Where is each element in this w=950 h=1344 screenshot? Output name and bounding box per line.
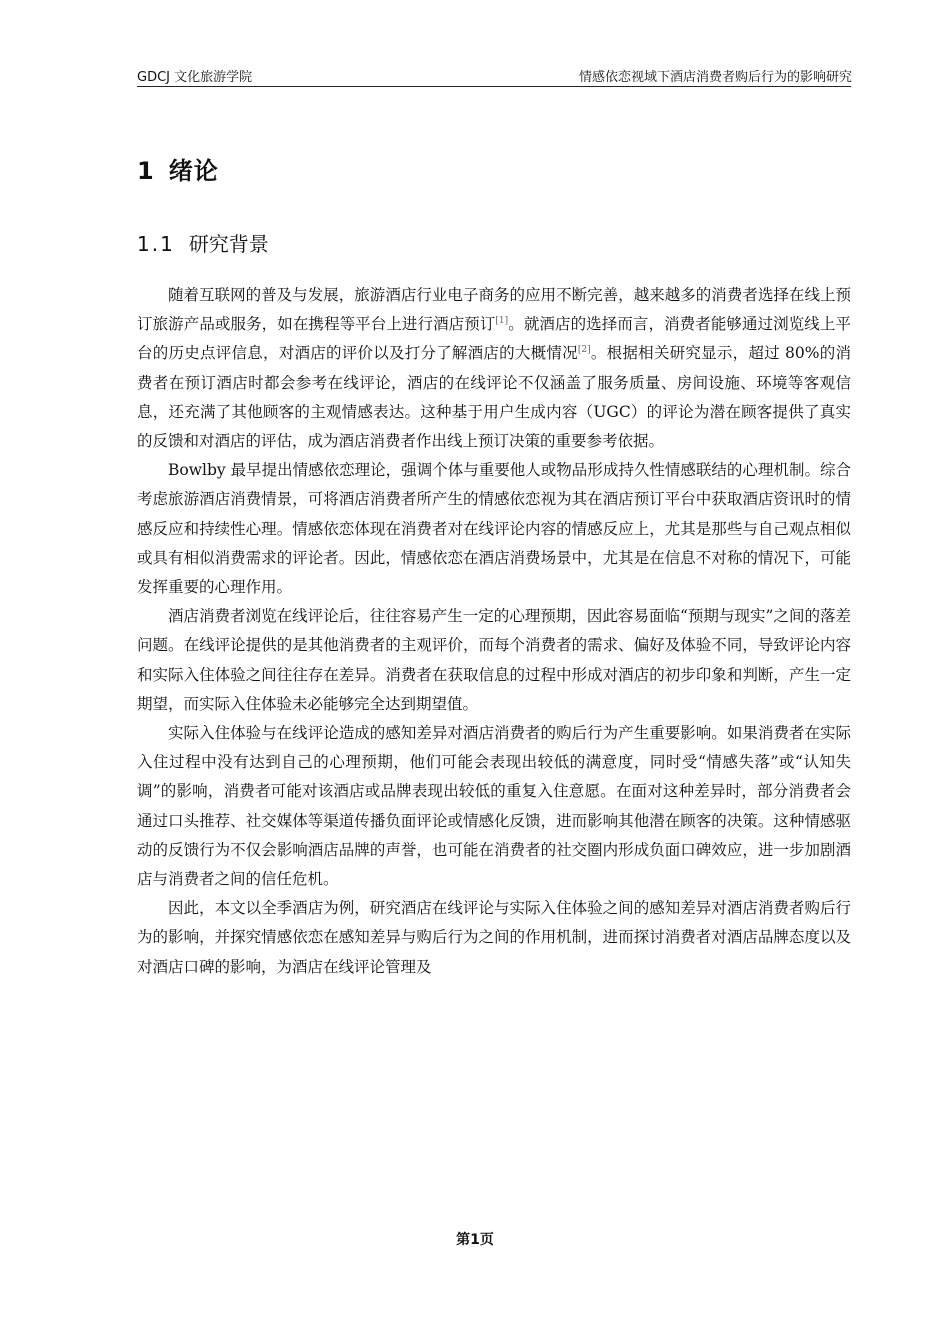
header-school: GDCJ 文化旅游学院: [137, 70, 253, 85]
body-text: [137, 281, 851, 982]
paragraph-1: [137, 281, 851, 456]
paragraph-1-part-a: 随着互联网的普及与发展，旅游酒店行业电子商务的应用不断完善，越来越多的消费者选择在线上预订旅游产品或服务，如在携程等平台上进行酒店预订: [137, 286, 851, 334]
chapter-number: 1: [137, 157, 155, 185]
paragraph-1-part-b: 。就酒店的选择而言，消费者能够通过浏览线上平台的历史点评信息，对酒店的评价以及打分了解酒店的大概情况: [137, 315, 851, 363]
section-title: 研究背景: [188, 232, 269, 256]
citation-2[interactable]: [2]: [577, 345, 591, 356]
header-thesis-title: 情感依恋视域下酒店消费者购后行为的影响研究: [578, 70, 852, 85]
paragraph-3: 酒店消费者浏览在线评论后，往往容易产生一定的心理预期，因此容易面临“预期与现实”之间的落差问题。在线评论提供的是其他消费者的主观评价，而每个消费者的需求、偏好及体验不同，导致评论内容和实际入住体验之间往往存在差异。消费者在获取信息的过程中形成对酒店的初步印象和判断，产生一定期望，而实际入住体验未必能够完全达到期望值。: [137, 607, 851, 713]
paragraph-2: Bowlby 最早提出情感依恋理论，强调个体与重要他人或物品形成持久性情感联结的心理机制。综合考虑旅游酒店消费情景，可将酒店消费者所产生的情感依恋视为其在酒店预订平台中获取酒店资讯时的情感反应和持续性心理。情感依恋体现在消费者对在线评论内容的情感反应上，尤其是那些与自己观点相似或具有相似消费需求的评论者。因此，情感依恋在酒店消费场景中，尤其是在信息不对称的情况下，可能发挥重要的心理作用。: [137, 461, 851, 597]
paragraph-5: 因此，本文以全季酒店为例，研究酒店在线评论与实际入住体验之间的感知差异对酒店消费者购后行为的影响，并探究情感依恋在感知差异与购后行为之间的作用机制，进而探讨消费者对酒店品牌态度以及对酒店口碑的影响，为酒店在线评论管理及: [137, 899, 851, 976]
section-heading: [137, 228, 269, 257]
paragraph-1-part-c: 。根据相关研究显示，超过 80%的消费者在预订酒店时都会参考在线评论，酒店的在线评论不仅涵盖了服务质量、房间设施、环境等客观信息，还充满了其他顾客的主观情感表达。这种基于用户生成内容（UGC）的评论为潜在顾客提供了真实的反馈和对酒店的评估，成为酒店消费者作出线上预订决策的重要参考依据。: [137, 344, 851, 451]
section-number: 1.1: [137, 232, 175, 256]
paragraph-4: 实际入住体验与在线评论造成的感知差异对酒店消费者的购后行为产生重要影响。如果消费者在实际入住过程中没有达到自己的心理预期，他们可能会表现出较低的满意度，同时受“情感失落”或“认知失调”的影响，消费者可能对该酒店或品牌表现出较低的重复入住意愿。在面对这种差异时，部分消费者会通过口头推荐、社交媒体等渠道传播负面评论或情感化反馈，进而影响其他潜在顾客的决策。这种情感驱动的反馈行为不仅会影响酒店品牌的声誉，也可能在消费者的社交圈内形成负面口碑效应，进一步加剧酒店与消费者之间的信任危机。: [137, 724, 851, 889]
page-number: 第1页: [456, 1232, 494, 1248]
citation-1[interactable]: [1]: [495, 316, 509, 327]
header-divider: [137, 86, 851, 87]
chapter-title: 绪论: [168, 157, 219, 185]
chapter-heading: [137, 151, 219, 186]
